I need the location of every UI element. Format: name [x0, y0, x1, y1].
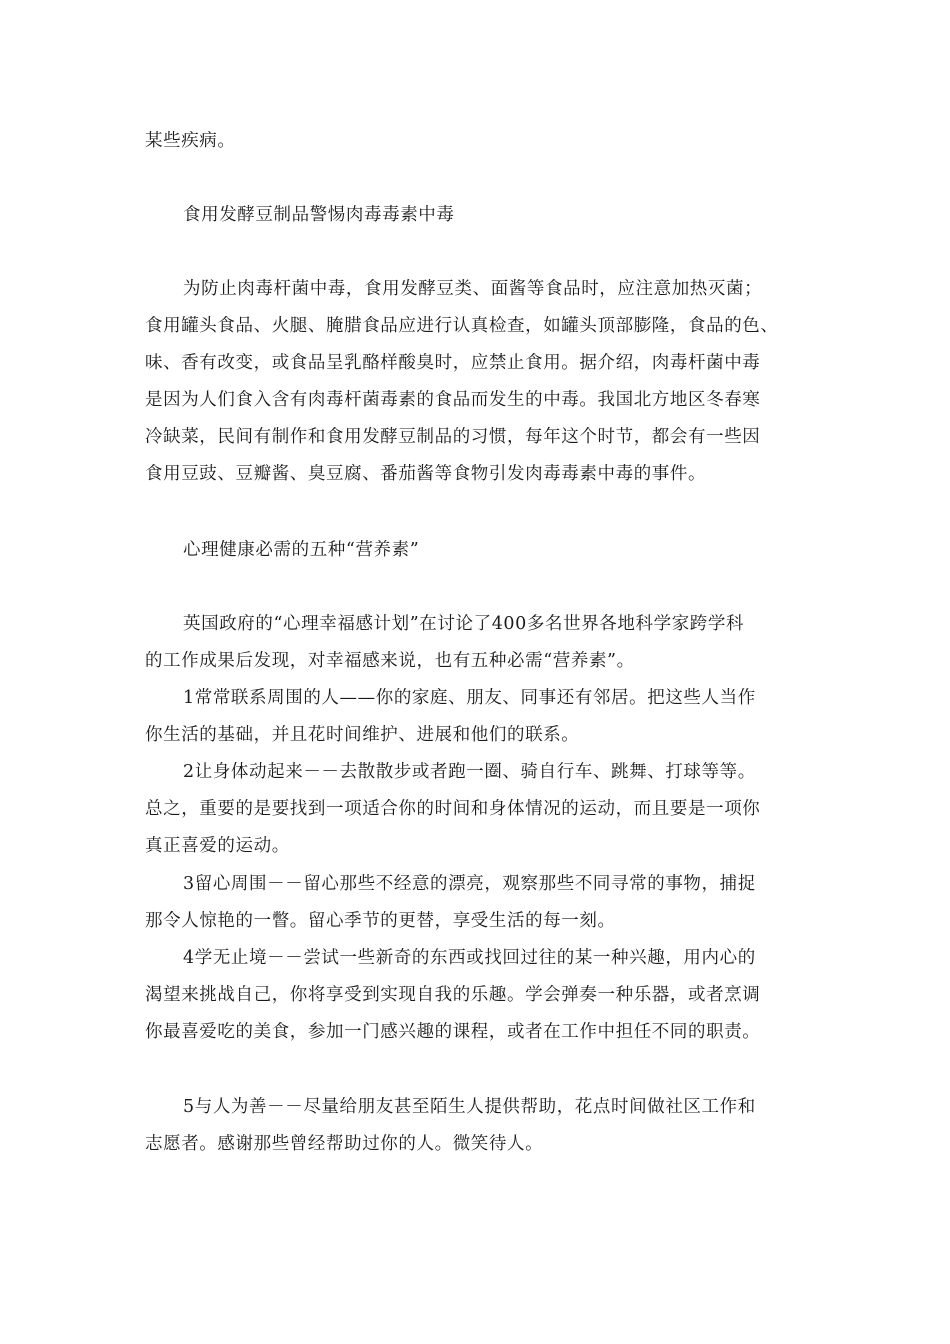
section1-paragraph-line: 是因为人们食入含有肉毒杆菌毒素的食品而发生的中毒。我国北方地区冬春寒 — [145, 390, 761, 410]
section1-paragraph-line: 为防止肉毒杆菌中毒，食用发酵豆类、面酱等食品时，应注意加热灭菌； — [183, 279, 763, 299]
item3-line: 那令人惊艳的一瞥。留心季节的更替，享受生活的每一刻。 — [145, 911, 616, 931]
item1-line: 1常常联系周围的人——你的家庭、朋友、同事还有邻居。把这些人当作 — [183, 688, 756, 708]
section1-paragraph-line: 食用豆豉、豆瓣酱、臭豆腐、番茄酱等食物引发肉毒毒素中毒的事件。 — [145, 464, 707, 484]
item4-line: 4学无止境－－尝试一些新奇的东西或找回过往的某一种兴趣，用内心的 — [183, 948, 756, 968]
intro-tail-text: 某些疾病。 — [145, 131, 236, 151]
item5-line: 志愿者。感谢那些曾经帮助过你的人。微笑待人。 — [145, 1134, 544, 1154]
section1-paragraph-line: 食用罐头食品、火腿、腌腊食品应进行认真检查，如罐头顶部膨隆，食品的色、 — [145, 316, 779, 336]
item4-line: 你最喜爱吃的美食，参加一门感兴趣的课程，或者在工作中担任不同的职责。 — [145, 1022, 761, 1042]
item5-line: 5与人为善－－尽量给朋友甚至陌生人提供帮助，花点时间做社区工作和 — [183, 1097, 756, 1117]
item2-line: 2让身体动起来－－去散散步或者跑一圈、骑自行车、跳舞、打球等等。 — [183, 762, 756, 782]
item3-line: 3留心周围－－留心那些不经意的漂亮，观察那些不同寻常的事物，捕捉 — [183, 874, 756, 894]
section2-intro-line: 英国政府的“心理幸福感计划”在讨论了400多名世界各地科学家跨学科 — [183, 614, 745, 634]
section1-paragraph-line: 冷缺菜，民间有制作和食用发酵豆制品的习惯，每年这个时节，都会有一些因 — [145, 427, 761, 447]
item2-line: 真正喜爱的运动。 — [145, 836, 290, 856]
section2-heading: 心理健康必需的五种“营养素” — [183, 540, 420, 560]
item1-line: 你生活的基础，并且花时间维护、进展和他们的联系。 — [145, 725, 580, 745]
section1-heading: 食用发酵豆制品警惕肉毒毒素中毒 — [183, 205, 455, 225]
section1-paragraph-line: 味、香有改变，或食品呈乳酪样酸臭时，应禁止食用。据介绍，肉毒杆菌中毒 — [145, 353, 761, 373]
section2-intro-line: 的工作成果后发现，对幸福感来说，也有五种必需“营养素”。 — [145, 651, 635, 671]
item2-line: 总之，重要的是要找到一项适合你的时间和身体情况的运动，而且要是一项你 — [145, 799, 761, 819]
item4-line: 渴望来挑战自己，你将享受到实现自我的乐趣。学会弹奏一种乐器，或者烹调 — [145, 985, 761, 1005]
